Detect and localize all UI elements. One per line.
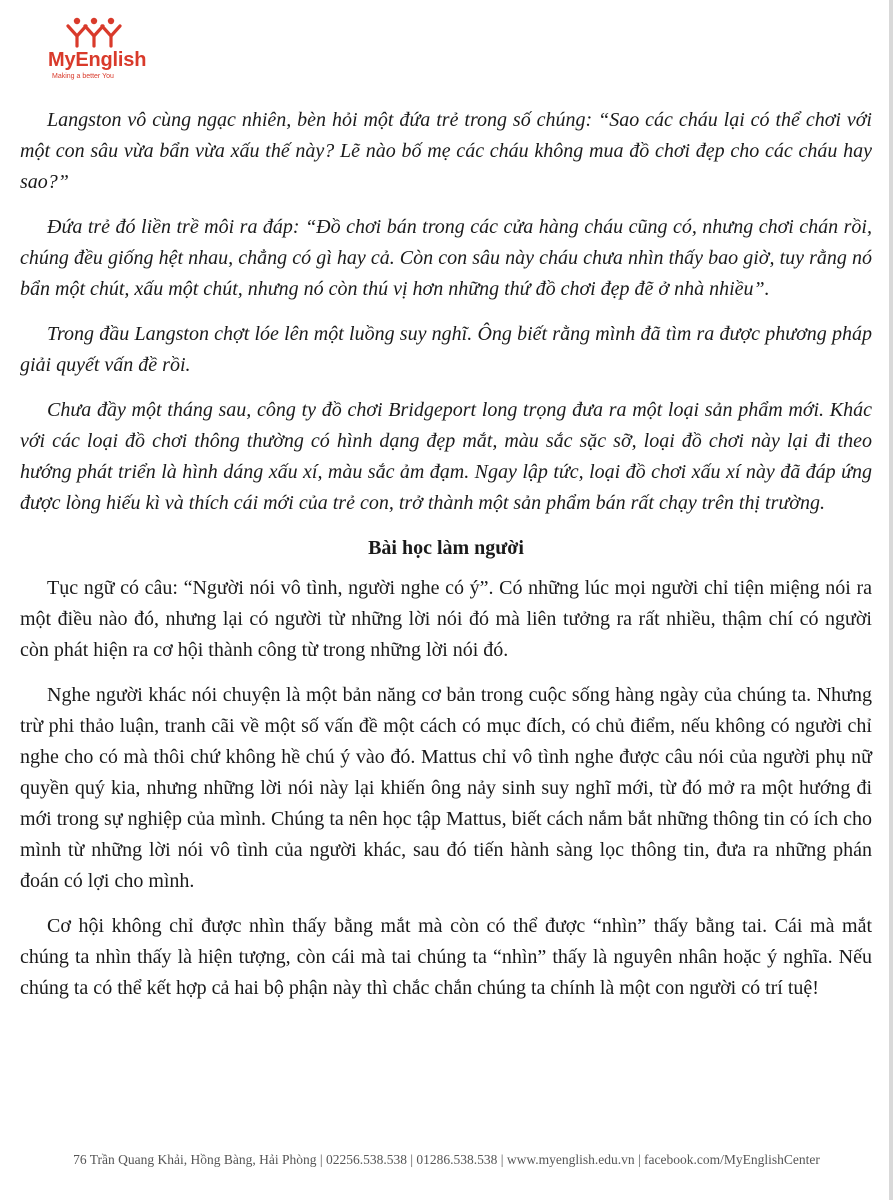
document-body: [20, 105, 872, 1018]
section-heading: Bài học làm người: [368, 537, 524, 559]
lesson-paragraph: Cơ hội không chỉ được nhìn thấy bằng mắt mà còn có thể được “nhìn” thấy bằng tai. Cái mà mắt chúng ta nhìn thấy là hiện tượng, còn cái mà tai chúng ta “nhìn” thấy là nguyên nhân hoặc ý nghĩa. Nếu chúng ta có thể kết hợp cả hai bộ phận này thì chắc chắn chúng ta chính là một con người có trí tuệ!: [20, 915, 872, 999]
story-paragraph: Trong đầu Langston chợt lóe lên một luồng suy nghĩ. Ông biết rằng mình đã tìm ra được phương pháp giải quyết vấn đề rồi.: [20, 323, 872, 376]
logo-tagline: Making a better You: [52, 73, 114, 80]
lesson-paragraph: Nghe người khác nói chuyện là một bản năng cơ bản trong cuộc sống hàng ngày của chúng ta. Nhưng trừ phi thảo luận, tranh cãi về một số vấn đề một cách có mục đích, có chủ điểm, nếu không có người chỉ nghe cho có mà thôi chứ không hề chú ý vào đó. Mattus chỉ vô tình nghe được câu nói của người phụ nữ quyền quý kia, nhưng những lời nói này lại khiến ông nảy sinh suy nghĩ mới, từ đó mở ra một hướng đi mới trong sự nghiệp của mình. Chúng ta nên học tập Mattus, biết cách nắm bắt những thông tin có ích cho mình từ những lời nói vô tình của người khác, sau đó tiến hành sàng lọc thông tin, đưa ra những phán đoán có lợi cho mình.: [20, 684, 872, 892]
logo-brand-name: MyEnglish: [48, 49, 147, 71]
story-paragraph: Langston vô cùng ngạc nhiên, bèn hỏi một đứa trẻ trong số chúng: “Sao các cháu lại có thể chơi với một con sâu vừa bẩn vừa xấu thế này? Lẽ nào bố mẹ các cháu không mua đồ chơi đẹp cho các cháu hay sao?”: [20, 109, 872, 193]
myenglish-logo: [42, 16, 162, 86]
people-logo-icon: [64, 16, 124, 48]
page-footer: 76 Trần Quang Khải, Hồng Bàng, Hải Phòng | 02256.538.538 | 01286.538.538 | www.myenglish.edu.vn | facebook.com/MyEnglishCenter: [73, 1152, 820, 1167]
lesson-paragraph: Tục ngữ có câu: “Người nói vô tình, người nghe có ý”. Có những lúc mọi người chỉ tiện miệng nói ra một điều nào đó, nhưng lại có người từ những lời nói đó mà liên tưởng ra rất nhiều, thậm chí có người còn phát hiện ra cơ hội thành công từ trong những lời nói đó.: [20, 577, 872, 661]
story-paragraph: Đứa trẻ đó liền trề môi ra đáp: “Đồ chơi bán trong các cửa hàng cháu cũng có, nhưng chơi chán rồi, chúng đều giống hệt nhau, chẳng có gì hay cả. Còn con sâu này cháu chưa nhìn thấy bao giờ, tuy rằng nó bẩn một chút, xấu một chút, nhưng nó còn thú vị hơn những thứ đồ chơi đẹp đẽ ở nhà nhiều”.: [20, 216, 872, 300]
story-paragraph: Chưa đầy một tháng sau, công ty đồ chơi Bridgeport long trọng đưa ra một loại sản phẩm mới. Khác với các loại đồ chơi thông thường có hình dạng đẹp mắt, màu sắc sặc sỡ, loại đồ chơi này lại đi theo hướng phát triển là hình dáng xấu xí, màu sắc ảm đạm. Ngay lập tức, loại đồ chơi xấu xí này đã đáp ứng được lòng hiếu kì và thích cái mới của trẻ con, trở thành một sản phẩm bán rất chạy trên thị trường.: [20, 399, 872, 514]
page-edge: [889, 0, 893, 1200]
